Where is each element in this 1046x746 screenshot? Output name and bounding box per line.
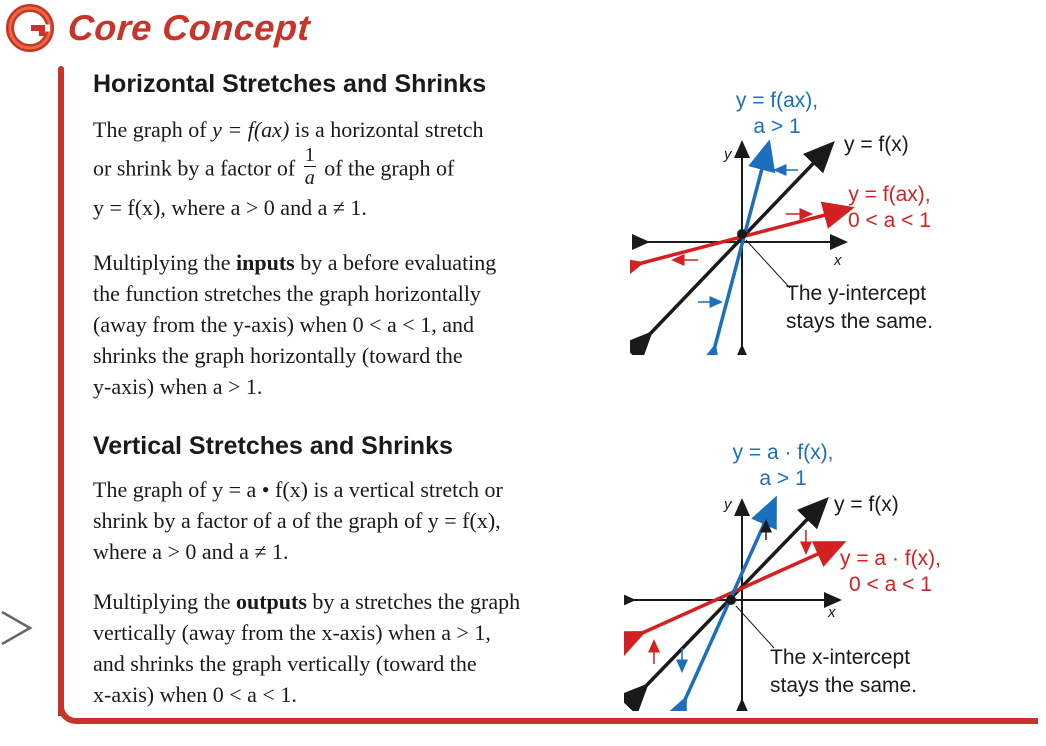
graph1-y-axis-label: y xyxy=(724,146,732,163)
horizontal-def-line3: y = f(x), where a > 0 and a ≠ 1. xyxy=(93,195,367,220)
header-title: Core Concept xyxy=(66,7,312,48)
fraction-one-over-a: $\frac{1}{a}$ xyxy=(304,144,315,189)
graph1-black-label: y = f(x) xyxy=(844,133,909,156)
line-red-shrink xyxy=(640,544,840,634)
graph1-blue-label: y = f(ax), a > 1 xyxy=(735,89,819,138)
horizontal-definition xyxy=(93,114,613,223)
graph2-red-label: y = a · f(x), 0 < a < 1 xyxy=(840,547,941,596)
side-pointer-icon xyxy=(0,608,34,648)
core-concept-logo-icon xyxy=(6,4,54,52)
horizontal-def-line1: The graph of y = f(ax) is a horizontal stretch xyxy=(93,117,484,142)
note-leader xyxy=(746,240,790,288)
core-concept-header xyxy=(6,4,310,52)
graph2-x-axis-label: x xyxy=(828,604,836,621)
vertical-heading: Vertical Stretches and Shrinks xyxy=(93,432,453,460)
vertical-explanation: Multiplying the outputs by a stretches the graph vertically (away from the x-axis) when a > 1, and shrinks the graph vertically (toward the x-axis) when 0 < a < 1. xyxy=(93,589,521,707)
horizontal-heading: Horizontal Stretches and Shrinks xyxy=(93,70,487,98)
graph2-y-axis-label: y xyxy=(724,496,732,513)
y-intercept-point xyxy=(737,229,747,239)
vertical-definition: The graph of y = a • f(x) is a vertical stretch or shrink by a factor of a of the graph of y = f(x), where a > 0 and a ≠ 1. xyxy=(93,477,503,564)
graph2-note: The x-intercept stays the same. xyxy=(770,646,918,697)
horizontal-explanation: Multiplying the inputs by a before evaluating the function stretches the graph horizontally (away from the y-axis) when 0 < a < 1, and shrinks the graph horizontally (toward the y-axis) when a > 1. xyxy=(93,250,497,399)
frame-left-border xyxy=(58,66,64,716)
graph2-blue-label: y = a · f(x), a > 1 xyxy=(732,441,834,490)
graph1-x-axis-label: x xyxy=(834,252,842,269)
x-intercept-point xyxy=(726,595,736,605)
horizontal-def-line2: or shrink by a factor of $\frac{1}{a}$ of the graph of xyxy=(93,144,455,189)
graph1-note: The y-intercept stays the same. xyxy=(786,282,934,333)
graph1-red-label: y = f(ax), 0 < a < 1 xyxy=(848,183,931,232)
graph2-black-label: y = f(x) xyxy=(834,493,899,516)
